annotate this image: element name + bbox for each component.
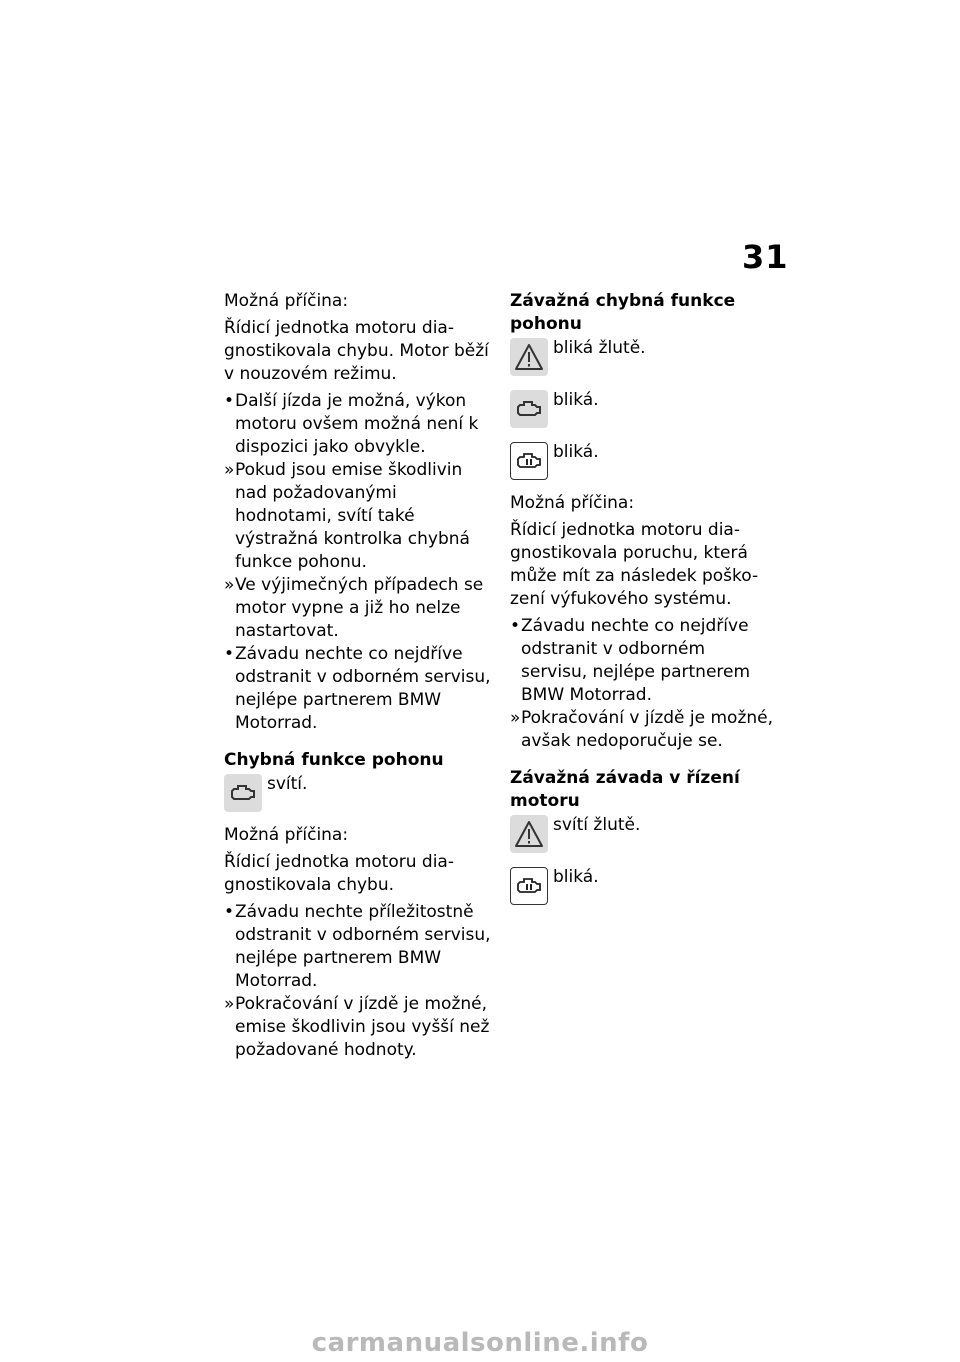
- page-number: 31: [742, 238, 789, 276]
- cause-text: Řídicí jednotka motoru dia-gnostikovala poruchu, která může mít za následek poško-zení výfukového systému.: [510, 520, 759, 609]
- list: [510, 615, 775, 753]
- list-item-text: Závadu nechte co nejdříve odstranit v odborném servisu, nejlépe partnerem BMW Motorrad.: [521, 616, 751, 705]
- list-item: [224, 459, 494, 574]
- list-item-text: Ve výjimečných případech se motor vypne a již ho nelze nastartovat.: [235, 575, 484, 641]
- list-item-text: Závadu nechte co nejdříve odstranit v odborném servisu, nejlépe partnerem BMW Motorrad.: [235, 644, 491, 733]
- warning-triangle-icon: [510, 338, 548, 376]
- engine-electronics-icon: [510, 867, 548, 905]
- section-heading: Chybná funkce pohonu: [224, 750, 444, 770]
- engine-electronics-icon: [510, 442, 548, 480]
- bullet-marker: •: [224, 391, 235, 411]
- list-item-text: Pokud jsou emise škodlivin nad požadovanými hodnotami, svítí také výstražná kontrolka chybná funkce pohonu.: [235, 460, 470, 572]
- bullet-marker: •: [510, 616, 521, 636]
- list-item-text: Pokračování v jízdě je možné, avšak nedoporučuje se.: [521, 708, 774, 751]
- warning-text: bliká žlutě.: [553, 338, 646, 358]
- warning-text: bliká.: [553, 390, 599, 410]
- list-item: [224, 574, 494, 643]
- left-column: [224, 290, 494, 1062]
- result-marker: »: [224, 460, 235, 480]
- result-marker: »: [224, 994, 235, 1014]
- warning-row: [510, 390, 775, 428]
- warning-row: [510, 815, 775, 853]
- bullet-marker: •: [224, 902, 235, 922]
- warning-text: bliká.: [553, 867, 599, 887]
- list-item-text: Závadu nechte příležitostně odstranit v odborném servisu, nejlépe partnerem BMW Motorrad.: [235, 902, 491, 991]
- cause-label: Možná příčina:: [510, 493, 635, 513]
- list-item: [510, 615, 775, 707]
- list-item: [510, 707, 775, 753]
- cause-label: Možná příčina:: [224, 825, 349, 845]
- list: [224, 901, 494, 1062]
- warning-text: svítí žlutě.: [553, 815, 641, 835]
- result-marker: »: [510, 708, 521, 728]
- list-item: [224, 390, 494, 459]
- warning-text: bliká.: [553, 442, 599, 462]
- watermark: carmanualsonline.info: [311, 1328, 649, 1358]
- list-item: [224, 901, 494, 993]
- warning-row: [510, 867, 775, 905]
- list: [224, 390, 494, 735]
- list-item: [224, 643, 494, 735]
- section-heading: Závažná chybná funkce pohonu: [510, 291, 736, 334]
- cause-text: Řídicí jednotka motoru dia-gnostikovala chybu.: [224, 852, 454, 895]
- warning-text: svítí.: [267, 774, 308, 794]
- right-column: [510, 290, 775, 905]
- warning-row: [510, 442, 775, 480]
- result-marker: »: [224, 575, 235, 595]
- list-item: [224, 993, 494, 1062]
- warning-row: [510, 338, 775, 376]
- warning-row: [224, 774, 494, 812]
- list-item-text: Pokračování v jízdě je možné, emise škodlivin jsou vyšší než požadované hodnoty.: [235, 994, 490, 1060]
- bullet-marker: •: [224, 644, 235, 664]
- warning-triangle-icon: [510, 815, 548, 853]
- cause-text: Řídicí jednotka motoru dia-gnostikovala chybu. Motor běží v nouzovém režimu.: [224, 318, 489, 384]
- section-heading: Závažná závada v řízení motoru: [510, 768, 740, 811]
- engine-check-icon: [224, 774, 262, 812]
- cause-label: Možná příčina:: [224, 291, 349, 311]
- engine-check-icon: [510, 390, 548, 428]
- list-item-text: Další jízda je možná, výkon motoru ovšem možná není k dispozici jako obvykle.: [235, 391, 479, 457]
